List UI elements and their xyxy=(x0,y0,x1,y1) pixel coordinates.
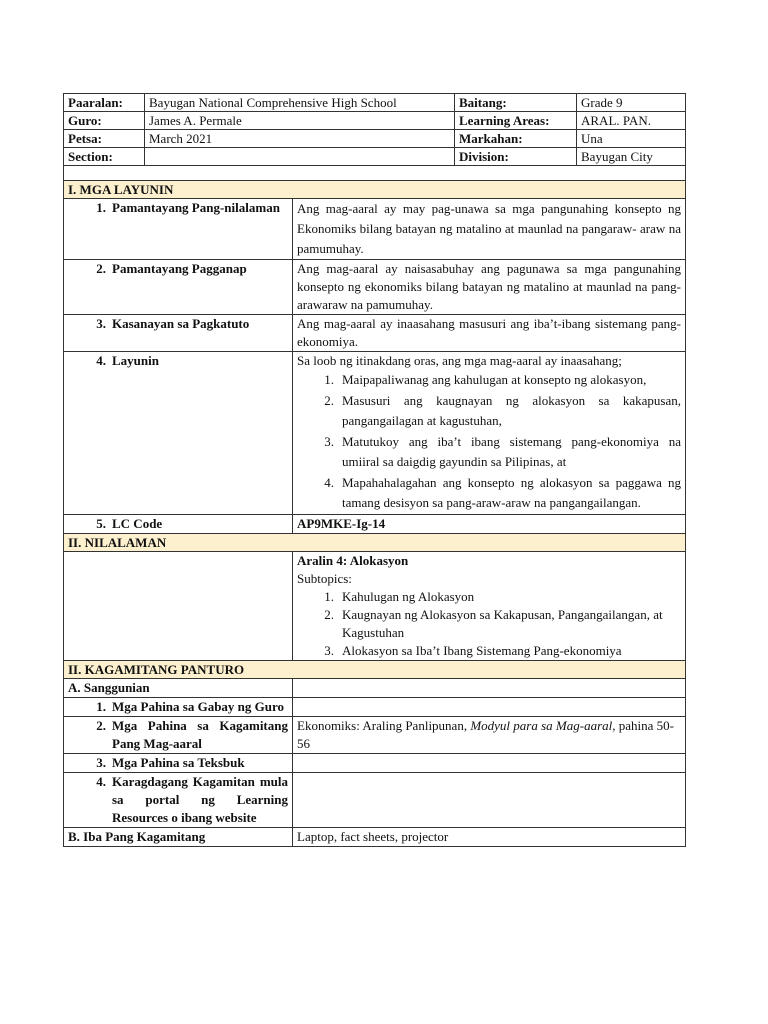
item-number: 3. xyxy=(96,754,106,770)
item-text: Kahulugan ng Alokasyon xyxy=(342,588,475,604)
item-number: 3. xyxy=(96,316,106,331)
kagamitan-content-3 xyxy=(293,753,686,772)
item-number: 2. xyxy=(324,606,334,622)
item-text: Matutukoy ang iba’t ibang sistemang pang-ekonomiya na umiiral sa daigdig gayundin sa Pilipinas, at xyxy=(342,433,681,469)
layunin-row-4 xyxy=(64,352,686,515)
sanggunian-row xyxy=(64,678,686,697)
sanggunian-label: A. Sanggunian xyxy=(64,678,293,697)
item-number: 2. xyxy=(96,717,106,733)
list-item xyxy=(297,606,681,642)
header-row-paaralan xyxy=(64,94,686,112)
item-label: Mga Pahina sa Teksbuk xyxy=(112,754,245,770)
kagamitan-row-4 xyxy=(64,772,686,827)
layunin-row-5 xyxy=(64,514,686,533)
list-item xyxy=(297,642,681,660)
paaralan-value: Bayugan National Comprehensive High School xyxy=(145,94,455,112)
item-label: Mga Pahina sa Kagamitang Pang Mag-aaral xyxy=(112,717,288,751)
markahan-value: Una xyxy=(577,130,686,148)
item-number: 3. xyxy=(324,433,334,449)
section-layunin-header xyxy=(64,181,686,199)
item-number: 1. xyxy=(96,200,106,215)
nilalaman-row xyxy=(64,551,686,660)
item-number: 1. xyxy=(324,588,334,604)
aralin-title: Aralin 4: Alokasyon xyxy=(297,552,409,568)
nilalaman-content xyxy=(293,551,686,660)
learning-areas-value: ARAL. PAN. xyxy=(577,112,686,130)
reference-pages: , pahina 50-56 xyxy=(297,717,674,751)
item-label: Pamantayang Pagganap xyxy=(112,261,247,276)
item-number: 2. xyxy=(96,261,106,276)
list-item xyxy=(297,432,681,473)
layunin-row-1 xyxy=(64,199,686,260)
item-number: 4. xyxy=(96,773,106,789)
layunin-label-cell xyxy=(64,352,293,515)
reference-text: Ekonomiks: Araling Panlipunan, xyxy=(297,717,471,733)
item-label: Karagdagang Kagamitan mula sa portal ng Learning Resources o ibang website xyxy=(112,773,288,825)
item-number: 5. xyxy=(96,515,106,531)
baitang-label: Baitang: xyxy=(455,94,577,112)
iba-pang-label: B. Iba Pang Kagamitang xyxy=(64,827,293,846)
nilalaman-label-cell xyxy=(64,551,293,660)
kagamitan-label-cell xyxy=(64,753,293,772)
header-row-petsa xyxy=(64,130,686,148)
kagamitan-label-cell xyxy=(64,716,293,753)
item-text: Kaugnayan ng Alokasyon sa Kakapusan, Pangangailangan, at Kagustuhan xyxy=(342,606,663,640)
kagamitan-label-1 xyxy=(68,698,288,716)
baitang-value: Grade 9 xyxy=(577,94,686,112)
kagamitan-label-2 xyxy=(68,717,288,753)
nilalaman-title: II. NILALAMAN xyxy=(64,533,686,551)
guro-label: Guro: xyxy=(64,112,145,130)
item-number: 2. xyxy=(324,392,334,408)
division-value: Bayugan City xyxy=(577,148,686,166)
layunin-row-3 xyxy=(64,315,686,352)
item-text: Masusuri ang kaugnayan ng alokasyon sa kakapusan, pangangailagan at kagustuhan, xyxy=(342,392,681,428)
list-item xyxy=(297,391,681,432)
kagamitan-title: II. KAGAMITANG PANTURO xyxy=(64,660,686,678)
layunin-content-1: Ang mag-aaral ay may pag-unawa sa mga pangunahing konsepto ng Ekonomiks bilang batayan ng matalino at maunlad na pangaraw- araw na pamumuhay. xyxy=(293,199,686,260)
kagamitan-row-1 xyxy=(64,697,686,716)
kagamitan-label-4 xyxy=(68,773,288,827)
header-row-section xyxy=(64,148,686,166)
layunin-title: I. MGA LAYUNIN xyxy=(64,181,686,199)
item-number: 4. xyxy=(96,353,106,368)
lc-code-value: AP9MKE-Ig-14 xyxy=(293,514,686,533)
paaralan-label: Paaralan: xyxy=(64,94,145,112)
lesson-plan-page xyxy=(63,93,685,847)
layunin-intro: Sa loob ng itinakdang oras, ang mga mag-aaral ay inaasahang; xyxy=(297,353,622,368)
list-item xyxy=(297,370,681,391)
layunin-label-1 xyxy=(68,199,288,217)
layunin-label-cell xyxy=(64,514,293,533)
kagamitan-content-4 xyxy=(293,772,686,827)
iba-pang-row xyxy=(64,827,686,846)
section-value xyxy=(145,148,455,166)
layunin-row-2 xyxy=(64,260,686,315)
item-label: LC Code xyxy=(112,515,163,531)
header-row-guro xyxy=(64,112,686,130)
lesson-plan-table xyxy=(63,93,686,847)
item-number: 3. xyxy=(324,642,334,658)
markahan-label: Markahan: xyxy=(455,130,577,148)
division-label: Division: xyxy=(455,148,577,166)
spacer-row xyxy=(64,166,686,181)
item-number: 1. xyxy=(324,372,334,387)
item-label: Pamantayang Pang-nilalaman xyxy=(112,200,280,215)
item-number: 4. xyxy=(324,474,334,490)
petsa-value: March 2021 xyxy=(145,130,455,148)
reference-italic: Modyul para sa Mag-aaral xyxy=(470,717,613,733)
sanggunian-content xyxy=(293,678,686,697)
layunin-label-4 xyxy=(68,352,288,370)
list-item xyxy=(297,473,681,514)
guro-value: James A. Permale xyxy=(145,112,455,130)
objectives-list xyxy=(297,370,681,514)
item-number: 1. xyxy=(96,698,106,714)
subtopics-list xyxy=(297,588,681,660)
kagamitan-label-3 xyxy=(68,754,288,772)
kagamitan-label-cell xyxy=(64,772,293,827)
layunin-label-3 xyxy=(68,315,288,333)
kagamitan-row-3 xyxy=(64,753,686,772)
list-item xyxy=(297,588,681,606)
layunin-label-cell xyxy=(64,260,293,315)
layunin-label-2 xyxy=(68,260,288,278)
layunin-label-5 xyxy=(68,515,288,533)
kagamitan-content-1 xyxy=(293,697,686,716)
kagamitan-label-cell xyxy=(64,697,293,716)
kagamitan-row-2 xyxy=(64,716,686,753)
item-text: Alokasyon sa Iba’t Ibang Sistemang Pang-ekonomiya xyxy=(342,642,622,658)
item-text: Maipapaliwanag ang kahulugan at konsepto ng alokasyon, xyxy=(342,372,647,387)
item-label: Mga Pahina sa Gabay ng Guro xyxy=(112,698,285,714)
spacer-cell xyxy=(64,166,686,181)
learning-areas-label: Learning Areas: xyxy=(455,112,577,130)
item-label: Kasanayan sa Pagkatuto xyxy=(112,316,250,331)
petsa-label: Petsa: xyxy=(64,130,145,148)
item-label: Layunin xyxy=(112,353,159,368)
layunin-label-cell xyxy=(64,199,293,260)
layunin-content-2: Ang mag-aaral ay naisasabuhay ang pagunawa sa mga pangunahing konsepto ng ekonomiks bilang batayan ng matalino at maunlad na pang- arawaraw na pamumuhay. xyxy=(293,260,686,315)
section-nilalaman-header xyxy=(64,533,686,551)
layunin-content-3: Ang mag-aaral ay inaasahang masusuri ang iba’t-ibang sistemang pang-ekonomiya. xyxy=(293,315,686,352)
item-text: Mapahahalagahan ang konsepto ng alokasyon sa paggawa ng tamang desisyon sa pang-araw-araw na pangangailangan. xyxy=(342,474,681,510)
layunin-label-cell xyxy=(64,315,293,352)
section-kagamitan-header xyxy=(64,660,686,678)
kagamitan-content-2 xyxy=(293,716,686,753)
section-label: Section: xyxy=(64,148,145,166)
subtopics-label: Subtopics: xyxy=(297,570,352,586)
layunin-content-4 xyxy=(293,352,686,515)
iba-pang-value: Laptop, fact sheets, projector xyxy=(293,827,686,846)
